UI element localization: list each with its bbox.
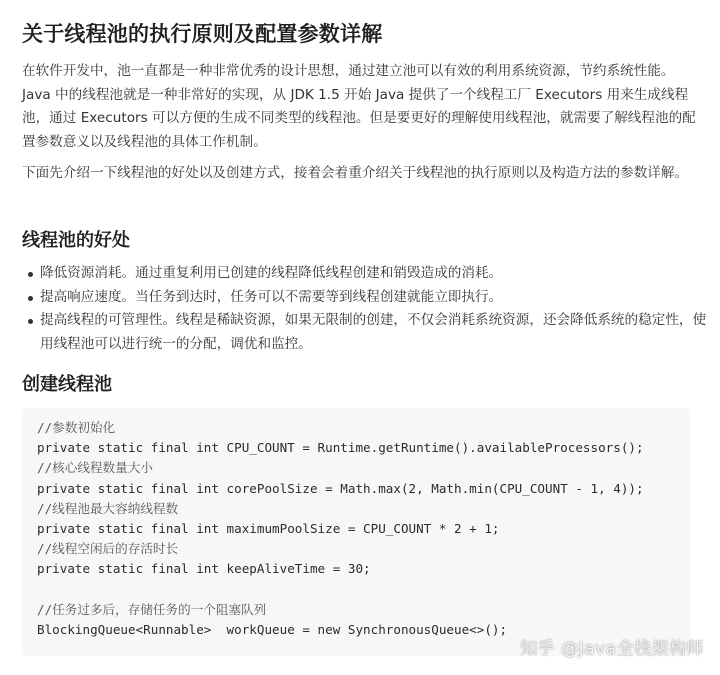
code-comment: //任务过多后，存储任务的一个阻塞队列 [37, 601, 267, 617]
bullet-icon [28, 296, 33, 301]
code-line: private static final int corePoolSize = Math.max(2, Math.min(CPU_COUNT - 1, 4)); [37, 480, 644, 496]
list-item [40, 262, 716, 286]
watermark: 知乎 @Java全栈架构师 [520, 639, 704, 659]
bullet-icon [28, 319, 33, 324]
code-line: private static final int keepAliveTime = 30; [37, 561, 371, 577]
overview-paragraph: 下面先介绍一下线程池的好处以及创建方式，接着会着重介绍关于线程池的执行原则以及构造方法的参数详解。 [22, 165, 689, 181]
code-comment: //参数初始化 [37, 420, 116, 435]
code-comment: //核心线程数量大小 [37, 460, 153, 476]
bullet-icon [28, 272, 33, 277]
list-item [40, 309, 716, 356]
article-title: 关于线程池的执行原则及配置参数详解 [22, 22, 383, 46]
benefits-heading: 线程池的好处 [22, 230, 130, 251]
code-line: private static final int maximumPoolSize = CPU_COUNT * 2 + 1; [37, 520, 500, 536]
code-blank-line [37, 580, 690, 600]
benefit-text: 降低资源消耗。通过重复利用已创建的线程降低线程创建和销毁造成的消耗。 [40, 265, 503, 281]
intro-paragraph: 在软件开发中，池一直都是一种非常优秀的设计思想，通过建立池可以有效的利用系统资源，节约系统性能。Java 中的线程池就是一种非常好的实现，从 JDK 1.5 开始 Java 提供了一个线程工厂 Executors 用来生成线程池，通过 Executors 可以方便的生成不同类型的线程池。但是要更好的理解使用线程池，就需要了解线程池的配置参数意义以及线程池的具体工作机制。 [22, 63, 696, 150]
create-heading: 创建线程池 [22, 374, 112, 395]
benefit-text: 提高响应速度。当任务到达时，任务可以不需要等到线程创建就能立即执行。 [40, 288, 503, 305]
list-item [40, 286, 716, 310]
code-comment: //线程池最大容纳线程数 [37, 500, 179, 516]
code-line: BlockingQueue<Runnable> workQueue = new SynchronousQueue<>(); [37, 621, 508, 637]
benefit-text: 提高线程的可管理性。线程是稀缺资源，如果无限制的创建，不仅会消耗系统资源，还会降低系统的稳定性，使用线程池可以进行统一的分配，调优和监控。 [40, 312, 707, 352]
code-block[interactable] [22, 408, 690, 656]
code-line: private static final int CPU_COUNT = Runtime.getRuntime().availableProcessors(); [37, 440, 644, 456]
code-comment: //线程空闲后的存活时长 [37, 541, 179, 557]
benefit-list [22, 262, 716, 356]
